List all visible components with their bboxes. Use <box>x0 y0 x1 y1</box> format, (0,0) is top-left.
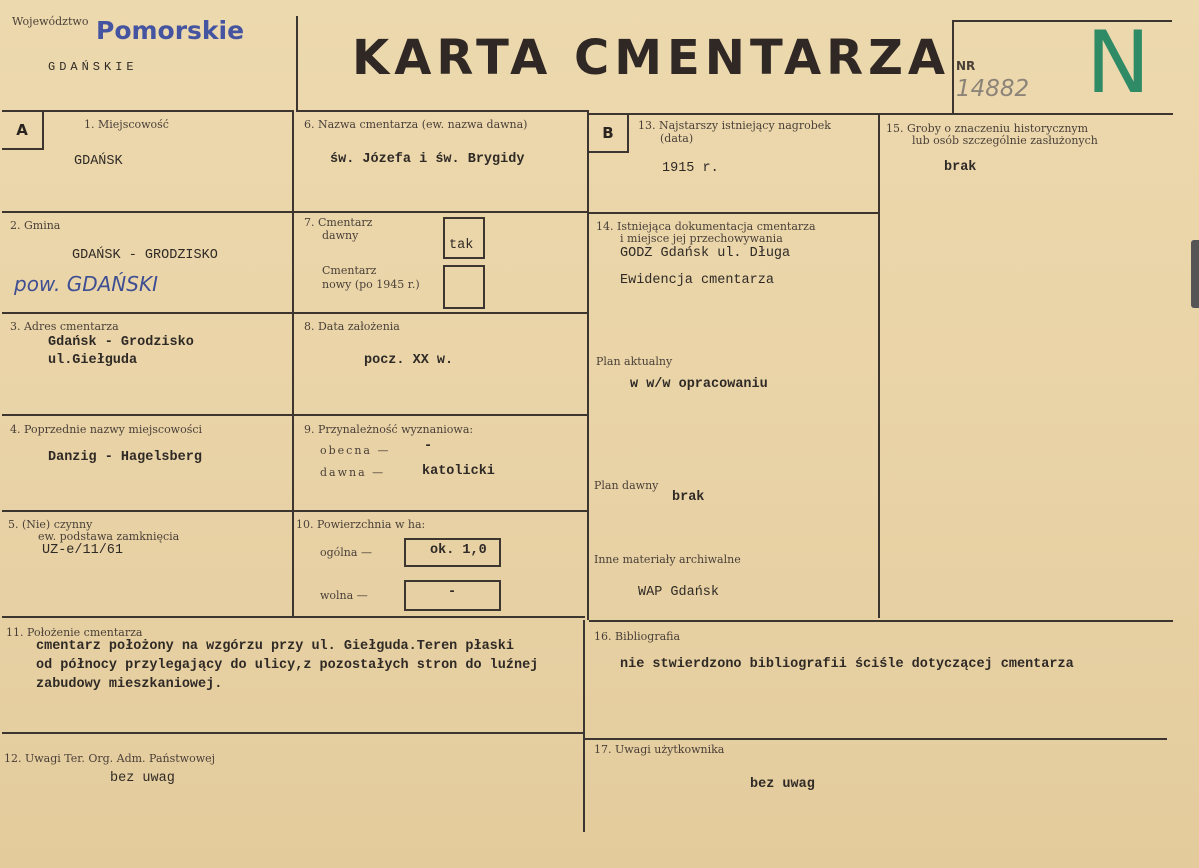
rule <box>2 110 294 112</box>
field-13-label-line2: (data) <box>660 132 694 145</box>
field-6-label: 6. Nazwa cmentarza (ew. nazwa dawna) <box>304 118 528 131</box>
free-area-box <box>404 580 501 611</box>
field-6-value: św. Józefa i św. Brygidy <box>330 152 525 167</box>
rule <box>585 738 1167 740</box>
category-marker: N <box>1086 13 1151 113</box>
field-15-label-line1: 15. Groby o znaczeniu historycznym <box>886 122 1089 135</box>
field-12-label: 12. Uwagi Ter. Org. Adm. Państwowej <box>4 752 216 765</box>
field-9-former-value: katolicki <box>422 464 495 479</box>
column-divider <box>583 620 585 832</box>
field-5-label-line1: 5. (Nie) czynny <box>8 518 93 531</box>
field-14-value-line2: Ewidencja cmentarza <box>620 273 774 288</box>
rule <box>294 312 587 314</box>
current-plan-label: Plan aktualny <box>596 355 673 368</box>
header-divider <box>296 16 298 112</box>
field-16-label: 16. Bibliografia <box>594 630 681 643</box>
field-3-value-line1: Gdańsk - Grodzisko <box>48 335 194 350</box>
rule <box>294 211 587 213</box>
rule <box>2 312 292 314</box>
rule <box>2 732 583 734</box>
field-4-label: 4. Poprzednie nazwy miejscowości <box>10 423 203 436</box>
field-10-label: 10. Powierzchnia w ha: <box>296 518 426 531</box>
field-1-label: 1. Miejscowość <box>84 118 169 131</box>
old-cemetery-box <box>443 217 485 259</box>
voivodeship-stamp: Pomorskie <box>96 16 245 45</box>
scan-edge-clip <box>1191 240 1199 308</box>
rule <box>589 620 1173 622</box>
field-1-value: GDAŃSK <box>74 154 123 169</box>
field-10-free-label: wolna — <box>320 589 368 602</box>
field-5-label-line2: ew. podstawa zamknięcia <box>38 530 180 543</box>
current-plan-value: w w/w opracowaniu <box>630 377 768 392</box>
field-9-former-label: dawna — <box>320 466 386 479</box>
field-3-value-line2: ul.Giełguda <box>48 353 138 368</box>
field-8-value: pocz. XX w. <box>364 353 454 368</box>
field-2-label: 2. Gmina <box>10 219 61 232</box>
free-area-value: - <box>448 585 457 600</box>
former-plan-value: brak <box>672 490 705 505</box>
rule <box>298 110 588 112</box>
field-5-value: UZ-e/11/61 <box>42 543 124 558</box>
region-name: GDAŃSKIE <box>48 60 138 74</box>
field-13-value: 1915 r. <box>662 161 719 176</box>
field-10-total-label: ogólna — <box>320 546 372 559</box>
old-cemetery-value: tak <box>449 238 474 253</box>
field-17-value: bez uwag <box>750 777 815 792</box>
field-7-new-label-line1: Cmentarz <box>322 264 377 277</box>
field-2-handwritten-note: pow. GDAŃSKI <box>14 272 158 296</box>
field-11-line3: zabudowy mieszkaniowej. <box>36 677 223 692</box>
nr-label: NR <box>956 59 976 73</box>
section-a-badge: A <box>2 112 44 150</box>
column-divider <box>292 110 294 616</box>
field-9-current-label: obecna — <box>320 444 391 457</box>
field-11-line2: od północy przylegający do ulicy,z pozostałych stron do luźnej <box>36 658 539 673</box>
field-7-label-line1: 7. Cmentarz <box>304 216 373 229</box>
field-12-value: bez uwag <box>110 771 175 786</box>
field-8-label: 8. Data założenia <box>304 320 400 333</box>
rule <box>294 510 587 512</box>
rule <box>2 616 585 618</box>
field-17-label: 17. Uwagi użytkownika <box>594 743 725 756</box>
rule <box>588 113 1173 115</box>
total-area-value: ok. 1,0 <box>430 543 487 558</box>
field-3-label: 3. Adres cmentarza <box>10 320 119 333</box>
voivodeship-label: Województwo <box>12 15 89 28</box>
field-11-line1: cmentarz położony na wzgórzu przy ul. Giełguda.Teren płaski <box>36 639 514 654</box>
rule <box>2 510 292 512</box>
section-b-badge: B <box>589 115 629 153</box>
total-area-box <box>404 538 501 567</box>
former-plan-label: Plan dawny <box>594 479 659 492</box>
card-title: KARTA CMENTARZA <box>352 30 951 86</box>
field-11-label: 11. Położenie cmentarza <box>6 626 143 639</box>
field-7-label-line2: dawny <box>322 229 359 242</box>
field-2-value: GDAŃSK - GRODZISKO <box>72 248 218 263</box>
nr-box-left <box>952 20 954 114</box>
record-number: 14882 <box>956 76 1030 102</box>
other-archives-value: WAP Gdańsk <box>638 585 720 600</box>
field-14-value-line1: GODZ Gdańsk ul. Długa <box>620 246 791 261</box>
field-15-label-line2: lub osób szczególnie zasłużonych <box>912 134 1098 147</box>
field-7-new-label-line2: nowy (po 1945 r.) <box>322 278 420 291</box>
field-14-label-line2: i miejsce jej przechowywania <box>620 232 783 245</box>
rule <box>589 212 878 214</box>
field-13-label-line1: 13. Najstarszy istniejący nagrobek <box>638 119 831 132</box>
column-divider <box>587 110 589 620</box>
field-14-label-line1: 14. Istniejąca dokumentacja cmentarza <box>596 220 816 233</box>
field-15-value: brak <box>944 160 977 175</box>
field-16-value: nie stwierdzono bibliografii ściśle dotyczącej cmentarza <box>620 657 1074 672</box>
field-9-label: 9. Przynależność wyznaniowa: <box>304 423 474 436</box>
field-4-value: Danzig - Hagelsberg <box>48 450 202 465</box>
new-cemetery-box <box>443 265 485 309</box>
rule <box>2 414 292 416</box>
rule <box>294 414 587 416</box>
other-archives-label: Inne materiały archiwalne <box>594 553 741 566</box>
column-divider <box>878 113 880 618</box>
rule <box>2 211 292 213</box>
field-9-current-value: - <box>424 439 433 454</box>
